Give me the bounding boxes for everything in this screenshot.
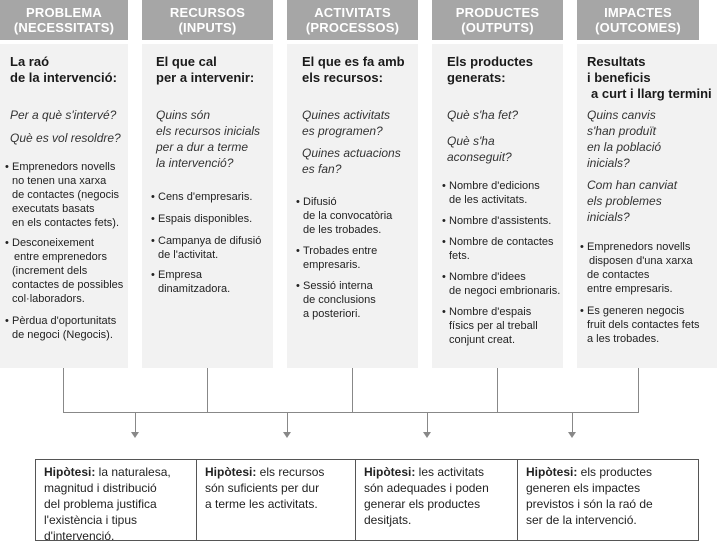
- connector-line: [352, 368, 353, 412]
- column-title: [587, 54, 717, 102]
- bullet-dot: •: [296, 280, 300, 292]
- connector-drop: [287, 412, 288, 434]
- bullet-item: • Nombre d'assistents.: [442, 215, 552, 227]
- bullet-dot: •: [151, 191, 155, 203]
- column-title: [10, 54, 128, 86]
- connector-line: [207, 368, 208, 412]
- bullet-item: • Empresa dinamitzadora.: [151, 269, 231, 295]
- connector-horizontal: [63, 412, 639, 413]
- bullet-item: • Cens d'empresaris.: [151, 191, 253, 203]
- connector-line: [638, 368, 639, 412]
- title-line-1: La raó: [10, 54, 50, 69]
- connector-drop: [427, 412, 428, 434]
- connector-line: [497, 368, 498, 412]
- title-line-2: generats:: [447, 70, 506, 85]
- bullet-item: • Es generen negocis fruit dels contactes fets a les trobades.: [580, 305, 700, 345]
- column-header: [142, 0, 273, 40]
- question: Què es vol resoldre?: [10, 131, 121, 145]
- header-line-1: IMPACTES: [604, 5, 672, 20]
- column-body: [577, 44, 717, 368]
- bullet-item: • Nombre d'espais físics per al treball conjunt creat.: [442, 306, 538, 346]
- question: Quines actuacions es fan?: [302, 146, 401, 176]
- question: Què s'ha fet?: [447, 108, 519, 122]
- bullet-dot: •: [442, 306, 446, 318]
- connector-line: [63, 368, 64, 412]
- bullet-dot: •: [151, 235, 155, 247]
- bullet-dot: •: [151, 213, 155, 225]
- column-title: [302, 54, 418, 86]
- bullet-item: • Campanya de difusió de l'activitat.: [151, 235, 262, 261]
- bullet-dot: •: [5, 315, 9, 327]
- title-line-1: El que es fa amb: [302, 54, 405, 69]
- column-header: [432, 0, 563, 40]
- column-recursos: [142, 0, 273, 295]
- column-header: [287, 0, 418, 40]
- bullet-item: • Nombre d'edicions de les activitats.: [442, 180, 540, 206]
- bullet-item: • Emprenedors novells disposen d'una xarxa de contactes entre empresaris.: [580, 241, 693, 295]
- bullet-item: • Nombre de contactes fets.: [442, 236, 554, 262]
- title-line-3: a curt i llarg termini: [591, 86, 712, 101]
- question: Per a què s'intervé?: [10, 108, 117, 122]
- column-body: [432, 44, 563, 368]
- header-line-1: ACTIVITATS: [314, 5, 391, 20]
- column-title: [156, 54, 273, 86]
- bullet-item: • Trobades entre empresaris.: [296, 245, 378, 271]
- bullet-dot: •: [296, 245, 300, 257]
- question: Què s'ha aconseguit?: [447, 134, 512, 164]
- bullet-dot: •: [296, 196, 300, 208]
- column-title: [447, 54, 563, 86]
- header-line-2: (PROCESSOS): [305, 20, 400, 35]
- bullet-dot: •: [5, 161, 9, 173]
- bullet-item: • Emprenedors novells no tenen una xarxa de contactes (negocis executats basats en els contactes fets).: [5, 161, 120, 229]
- hypothesis-box: Hipòtesi: la naturalesa, magnitud i distribució del problema justifica l'existència i tipus d'intervenció.: [35, 459, 196, 541]
- column-body: [287, 44, 418, 368]
- title-line-1: El que cal: [156, 54, 217, 69]
- bullet-item: • Pèrdua d'oportunitats de negoci (Negocis).: [5, 315, 117, 341]
- bullet-dot: •: [442, 236, 446, 248]
- bullet-dot: •: [151, 269, 155, 281]
- bullet-item: • Sessió interna de conclusions a posteriori.: [296, 280, 376, 320]
- bullet-item: • Desconeixement entre emprenedors (increment dels contactes de possibles col·laboradors.: [5, 237, 124, 305]
- title-line-2: per a intervenir:: [156, 70, 255, 85]
- question: Quins canvis s'han produït en la població inicials?: [587, 108, 662, 170]
- bullet-dot: •: [580, 305, 584, 317]
- title-line-1: Resultats: [587, 54, 646, 69]
- bullet-item: • Nombre d'idees de negoci embrionaris.: [442, 271, 561, 297]
- column-productes: [432, 0, 563, 346]
- header-line-1: PRODUCTES: [455, 5, 540, 20]
- arrow-down-icon: [568, 432, 576, 438]
- question: Quines activitats es programen?: [302, 108, 391, 138]
- bullet-item: • Espais disponibles.: [151, 213, 253, 225]
- header-line-2: (OUTPUTS): [461, 20, 534, 35]
- bullet-dot: •: [442, 215, 446, 227]
- title-line-1: Els productes: [447, 54, 533, 69]
- column-header: [577, 0, 699, 40]
- header-line-1: PROBLEMA: [26, 5, 102, 20]
- header-line-2: (INPUTS): [178, 20, 237, 35]
- bullet-dot: •: [5, 237, 9, 249]
- bullet-dot: •: [442, 180, 446, 192]
- header-line-1: RECURSOS: [169, 5, 246, 20]
- bullet-item: • Difusió de la convocatòria de les trobades.: [296, 196, 393, 236]
- title-line-2: els recursos:: [302, 70, 383, 85]
- arrow-down-icon: [283, 432, 291, 438]
- bullet-dot: •: [580, 241, 584, 253]
- connector-drop: [135, 412, 136, 434]
- hypothesis-box: Hipòtesi: els productes generen els impactes previstos i són la raó de ser de la intervenció.: [517, 459, 699, 541]
- hypothesis-box: Hipòtesi: les activitats són adequades i poden generar els productes desitjats.: [355, 459, 517, 541]
- header-line-2: (NECESSITATS): [13, 20, 115, 35]
- connector-drop: [572, 412, 573, 434]
- question: Com han canviat els problemes inicials?: [587, 178, 678, 224]
- title-line-2: i beneficis: [587, 70, 651, 85]
- title-line-2: de la intervenció:: [10, 70, 117, 85]
- column-header: [0, 0, 128, 40]
- arrow-down-icon: [131, 432, 139, 438]
- column-impactes: [577, 0, 712, 369]
- bullet-dot: •: [442, 271, 446, 283]
- column-body: [0, 44, 128, 368]
- header-line-2: (OUTCOMES): [595, 20, 681, 35]
- column-problema: [0, 0, 128, 341]
- question: Quins són els recursos inicials per a dur a terme la intervenció?: [156, 108, 261, 170]
- hypothesis-box: Hipòtesi: els recursos són suficients per dur a terme les activitats.: [196, 459, 355, 541]
- column-body: [142, 44, 273, 368]
- arrow-down-icon: [423, 432, 431, 438]
- column-activitats: [287, 0, 418, 320]
